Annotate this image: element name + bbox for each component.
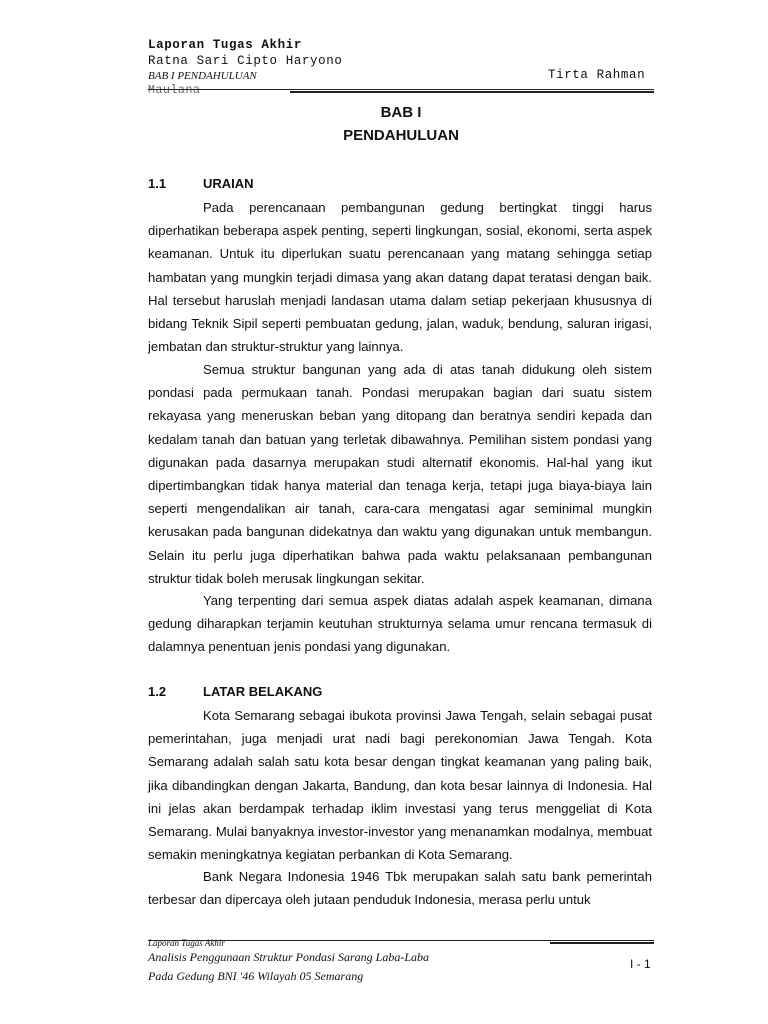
paragraph: Bank Negara Indonesia 1946 Tbk merupakan salah satu bank pemerintah terbesar dan dipercaya oleh jutaan penduduk Indonesia, merasa perlu untuk [148, 869, 652, 908]
paragraph: Semua struktur bangunan yang ada di atas tanah didukung oleh sistem pondasi pada permukaan tanah. Pondasi merupakan bagian dari suatu sistem rekayasa yang meneruskan beban yang ditopang dan beratnya sendiri kepada dan kedalam tanah dan batuan yang terletak dibawahnya. Pemilihan sistem pondasi yang digunakan pada dasarnya merupakan studi alternatif ekonomis. Hal-hal yang ikut dipertimbangkan tidak hanya material dan tenaga kerja, tetapi juga biaya-biaya lain seperti mengendalikan air tanah, cara-cara mengatasi agar seminimal mungkin kerusakan pada bangunan didekatnya dan waktu yang digunakan untuk membangun. Selain itu perlu juga diperhatikan bahwa pada waktu pelaksanaan pembangunan struktur tidak boleh merusak lingkungan sekitar. [148, 362, 652, 586]
section-number: 1.2 [148, 684, 167, 699]
section-number: 1.1 [148, 176, 167, 191]
paragraph: Kota Semarang sebagai ibukota provinsi Jawa Tengah, selain sebagai pusat pemerintahan, juga menjadi urat nadi bagi perekonomian Jawa Tengah. Kota Semarang adalah salah satu kota besar dengan tingkat keamanan yang paling baik, jika dibandingkan dengan Jakarta, Bandung, dan kota besar lainnya di Indonesia. Hal ini jelas akan berdampak terhadap iklim investasi yang terus menggeliat di Kota Semarang. Mulai banyaknya investor-investor yang menanamkan modalnya, membuat semakin meningkatnya kegiatan perbankan di Kota Semarang. [148, 708, 652, 863]
header-author-2-continued: Maulana [148, 84, 201, 94]
footer-rule-thick [550, 942, 654, 944]
header-rule-thick [290, 91, 654, 93]
page-number: I - 1 [630, 957, 651, 971]
chapter-number: BAB I [380, 104, 422, 121]
header-chapter-label: BAB I PENDAHULUAN [148, 70, 257, 82]
header-report-title: Laporan Tugas Akhir [148, 38, 302, 52]
footer-report-title: Laporan Tugas Akhir [148, 938, 225, 948]
section-title: LATAR BELAKANG [203, 684, 323, 699]
footer-thesis-title-line-2: Pada Gedung BNI '46 Wilayah 05 Semarang [148, 969, 364, 983]
footer-thesis-title-line-1: Analisis Penggunaan Struktur Pondasi Sarang Laba-Laba [148, 950, 430, 964]
header-author-1: Ratna Sari Cipto Haryono [148, 54, 343, 68]
section-title: URAIAN [203, 176, 254, 191]
header-rule [148, 89, 654, 90]
chapter-title: PENDAHULUAN [343, 127, 459, 144]
paragraph: Pada perencanaan pembangunan gedung bertingkat tinggi harus diperhatikan beberapa aspek penting, seperti lingkungan, sosial, ekonomi, serta aspek keamanan. Untuk itu diperlukan suatu perencanaan yang matang sehingga setiap hambatan yang mungkin terjadi dimasa yang akan datang dapat teratasi dengan baik. Hal tersebut haruslah menjadi landasan utama dalam setiap pekerjaan khususnya di bidang Teknik Sipil seperti pembuatan gedung, jalan, waduk, bendung, saluran irigasi, jembatan dan struktur-struktur yang lainnya. [148, 200, 652, 355]
paragraph: Yang terpenting dari semua aspek diatas adalah aspek keamanan, dimana gedung diharapkan terjamin keutuhan strukturnya selama umur rencana termasuk di dalamnya penentuan jenis pondasi yang digunakan. [148, 593, 652, 655]
header-author-2: Tirta Rahman [548, 68, 646, 82]
